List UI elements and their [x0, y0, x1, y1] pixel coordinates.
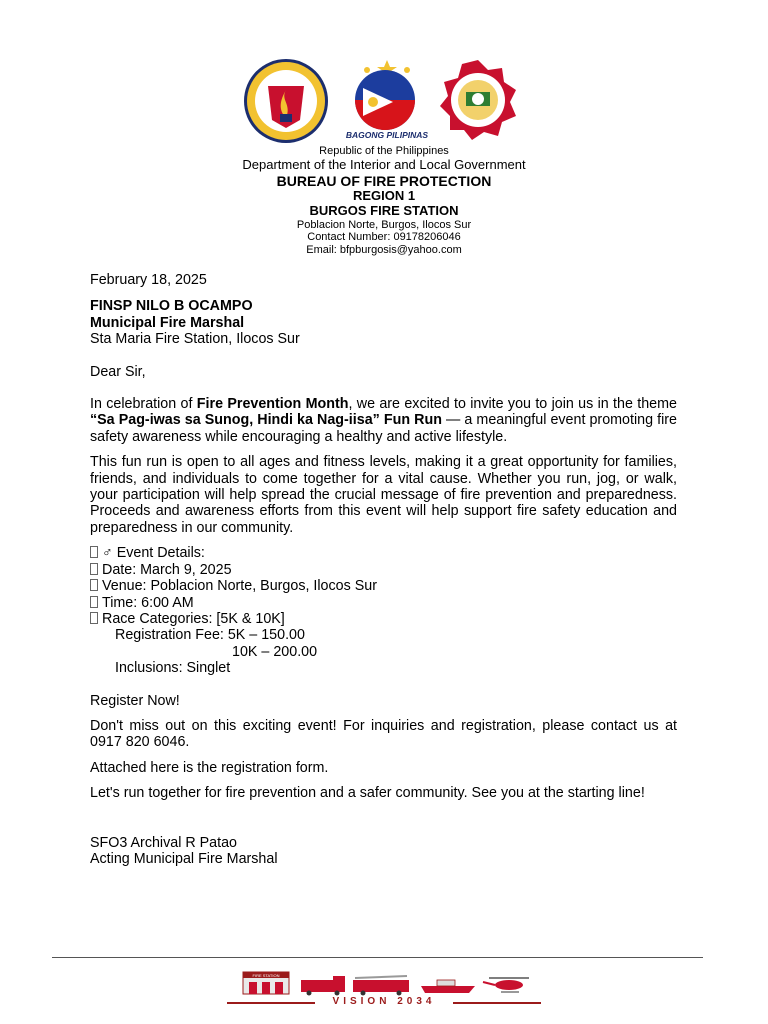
paragraph-contact: Don't miss out on this exciting event! For inquiries and registration, please contact us at 0917 820 6046.	[90, 717, 677, 751]
event-time: Time: 6:00 AM	[90, 595, 677, 611]
region-text: REGION 1	[352, 187, 416, 203]
paragraph-attachment: Attached here is the registration form.	[90, 759, 329, 776]
republic-text: Republic of the Philippines	[319, 145, 449, 157]
event-details-heading: ♂ Event Details:	[90, 545, 677, 561]
register-now: Register Now!	[90, 692, 180, 709]
runner-emoji-icon	[90, 546, 98, 558]
bureau-text: BUREAU OF FIRE PROTECTION	[276, 172, 492, 189]
clock-emoji-icon	[90, 596, 98, 608]
bfp-seal-icon	[240, 58, 332, 144]
signatory-title: Acting Municipal Fire Marshal	[90, 850, 278, 867]
event-venue: Venue: Poblacion Norte, Burgos, Ilocos Sur	[90, 578, 677, 594]
header-logos	[0, 58, 768, 144]
letter-date: February 18, 2025	[90, 272, 207, 288]
bagong-pilipinas-text: BAGONG PILIPINAS	[345, 130, 429, 140]
fee-5k: Registration Fee: 5K – 150.00	[115, 627, 305, 644]
address-text: Poblacion Norte, Burgos, Ilocos Sur	[296, 218, 472, 231]
contact-text: Contact Number: 09178206046	[307, 231, 461, 244]
paragraph-invitation: In celebration of Fire Prevention Month, we are excited to invite you to join us in the theme “Sa Pag-iwas sa Sunog, Hindi ka Nag-iisa” Fun Run — a meaningful event promoting fire safety awareness while encouraging a healthy and active lifestyle.	[90, 396, 677, 445]
pin-emoji-icon	[90, 579, 98, 591]
inclusions: Inclusions: Singlet	[115, 660, 231, 677]
fee-10k: 10K – 200.00	[232, 643, 318, 660]
recipient-title: Municipal Fire Marshal	[90, 314, 245, 331]
footer-divider	[52, 957, 703, 958]
recipient-office: Sta Maria Fire Station, Ilocos Sur	[90, 331, 300, 348]
bagong-pilipinas-logo-icon	[343, 58, 431, 140]
fire-vehicles-graphic-icon	[225, 968, 545, 996]
letter-body	[90, 272, 677, 867]
vision-2034-text: VISION 2034	[332, 996, 436, 1007]
station-text: BURGOS FIRE STATION	[309, 202, 459, 218]
medal-emoji-icon	[90, 612, 98, 624]
fire-station-seal-icon	[436, 58, 520, 142]
salutation: Dear Sir,	[90, 363, 146, 380]
paragraph-details: This fun run is open to all ages and fitness levels, making it a great opportunity for families, friends, and individuals to come together for a vital cause. Whether you run, jog, or walk, your participation will help spread the crucial message of fire prevention and preparedness. Proceeds and awareness efforts from this event will help support fire safety education and preparedness in our community.	[90, 454, 677, 536]
fire-station-sign-text: FIRE STATION	[252, 973, 280, 978]
footer-banner	[225, 968, 545, 1014]
email-text: Email: bfpburgosis@yahoo.com	[306, 243, 462, 256]
paragraph-closing: Let's run together for fire prevention and a safer community. See you at the starting line!	[90, 785, 645, 802]
event-date: Date: March 9, 2025	[90, 562, 677, 578]
letterhead	[0, 145, 768, 256]
calendar-emoji-icon	[90, 563, 98, 575]
recipient-name: FINSP NILO B OCAMPO	[90, 298, 253, 315]
signatory-name: SFO3 Archival R Patao	[90, 834, 238, 851]
department-text: Department of the Interior and Local Government	[242, 156, 526, 172]
event-categories: Race Categories: [5K & 10K]	[90, 611, 677, 627]
